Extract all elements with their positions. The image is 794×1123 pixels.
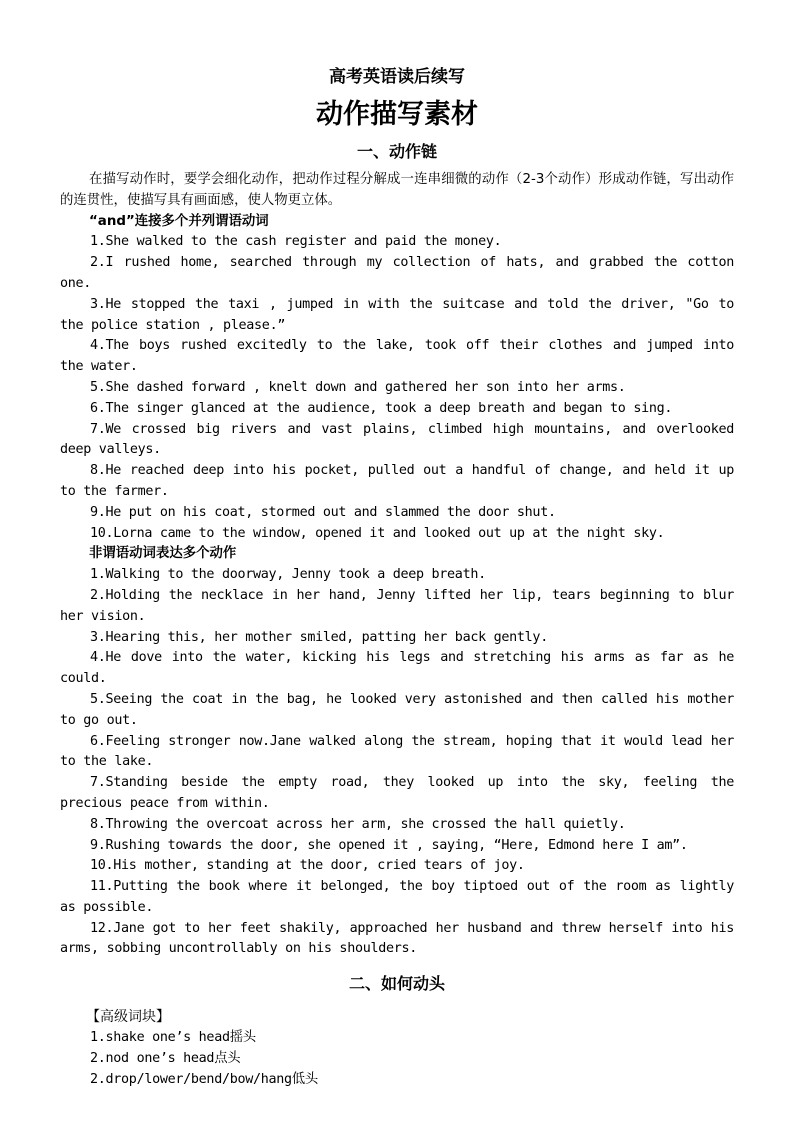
example-list-nonfinite-verbs (60, 565, 734, 960)
subheading-and-verbs: “and”连接多个并列谓语动词 (89, 213, 269, 229)
subheading-nonfinite-verbs: 非谓语动词表达多个动作 (89, 546, 237, 562)
example-sentence: 1.Walking to the doorway, Jenny took a deep breath. (90, 567, 486, 583)
example-sentence: 8.He reached deep into his pocket, pulled out a handful of change, and held it up to the farmer. (60, 463, 734, 499)
example-sentence: 1.She walked to the cash register and paid the money. (90, 234, 502, 250)
vocab-item: 2.drop/lower/bend/bow/hang低头 (90, 1071, 318, 1087)
document-title-large: 动作描写素材 (316, 99, 478, 130)
example-sentence: 10.Lorna came to the window, opened it and looked out up at the night sky. (90, 525, 665, 541)
example-sentence: 7.Standing beside the empty road, they looked up into the sky, feeling the precious peace from within. (60, 775, 734, 811)
example-sentence: 3.He stopped the taxi , jumped in with the suitcase and told the driver, "Go to the police station , please.” (60, 296, 734, 333)
example-sentence: 11.Putting the book where it belonged, the boy tiptoed out of the room as lightly as possible. (60, 879, 734, 915)
document-title-small: 高考英语读后续写 (329, 67, 465, 87)
example-list-and-verbs (60, 232, 734, 544)
section-heading-head-movement: 二、如何动头 (348, 974, 445, 994)
example-sentence: 4.He dove into the water, kicking his legs and stretching his arms as far as he could. (60, 650, 734, 687)
example-sentence: 5.Seeing the coat in the bag, he looked very astonished and then called his mother to go out. (60, 691, 734, 728)
example-sentence: 12.Jane got to her feet shakily, approached her husband and threw herself into his arms, sobbing uncontrollably on his shoulders. (60, 920, 734, 957)
vocab-block-label: 【高级词块】 (86, 1009, 170, 1026)
example-sentence: 9.He put on his coat, stormed out and slammed the door shut. (90, 504, 556, 520)
example-sentence: 8.Throwing the overcoat across her arm, she crossed the hall quietly. (90, 816, 626, 832)
example-sentence: 2.I rushed home, searched through my collection of hats, and grabbed the cotton one. (60, 255, 734, 291)
example-sentence: 3.Hearing this, her mother smiled, patting her back gently. (90, 629, 548, 645)
example-sentence: 9.Rushing towards the door, she opened it , saying, “Here, Edmond here I am”. (90, 837, 688, 853)
document-page (60, 62, 734, 1091)
example-sentence: 6.The singer glanced at the audience, took a deep breath and began to sing. (90, 400, 673, 416)
vocab-item: 1.shake one’s head摇头 (90, 1030, 256, 1046)
example-sentence: 7.We crossed big rivers and vast plains, climbed high mountains, and overlooked deep valleys. (60, 421, 734, 458)
example-sentence: 2.Holding the necklace in her hand, Jenny lifted her lip, tears beginning to blur her vision. (60, 587, 734, 624)
example-sentence: 5.She dashed forward , knelt down and gathered her son into her arms. (90, 379, 626, 395)
section-intro-paragraph: 在描写动作时，要学会细化动作，把动作过程分解成一连串细微的动作（2-3个动作）形成动作链，写出动作的连贯性，使描写具有画面感，使人物更立体。 (60, 172, 734, 208)
example-sentence: 6.Feeling stronger now.Jane walked along the stream, hoping that it would lead her to the lake. (60, 733, 734, 770)
section-heading-action-chain: 一、动作链 (356, 142, 437, 161)
example-sentence: 10.His mother, standing at the door, cried tears of joy. (90, 858, 525, 874)
example-sentence: 4.The boys rushed excitedly to the lake, took off their clothes and jumped into the water. (60, 338, 734, 375)
vocab-item: 2.nod one’s head点头 (90, 1051, 241, 1067)
